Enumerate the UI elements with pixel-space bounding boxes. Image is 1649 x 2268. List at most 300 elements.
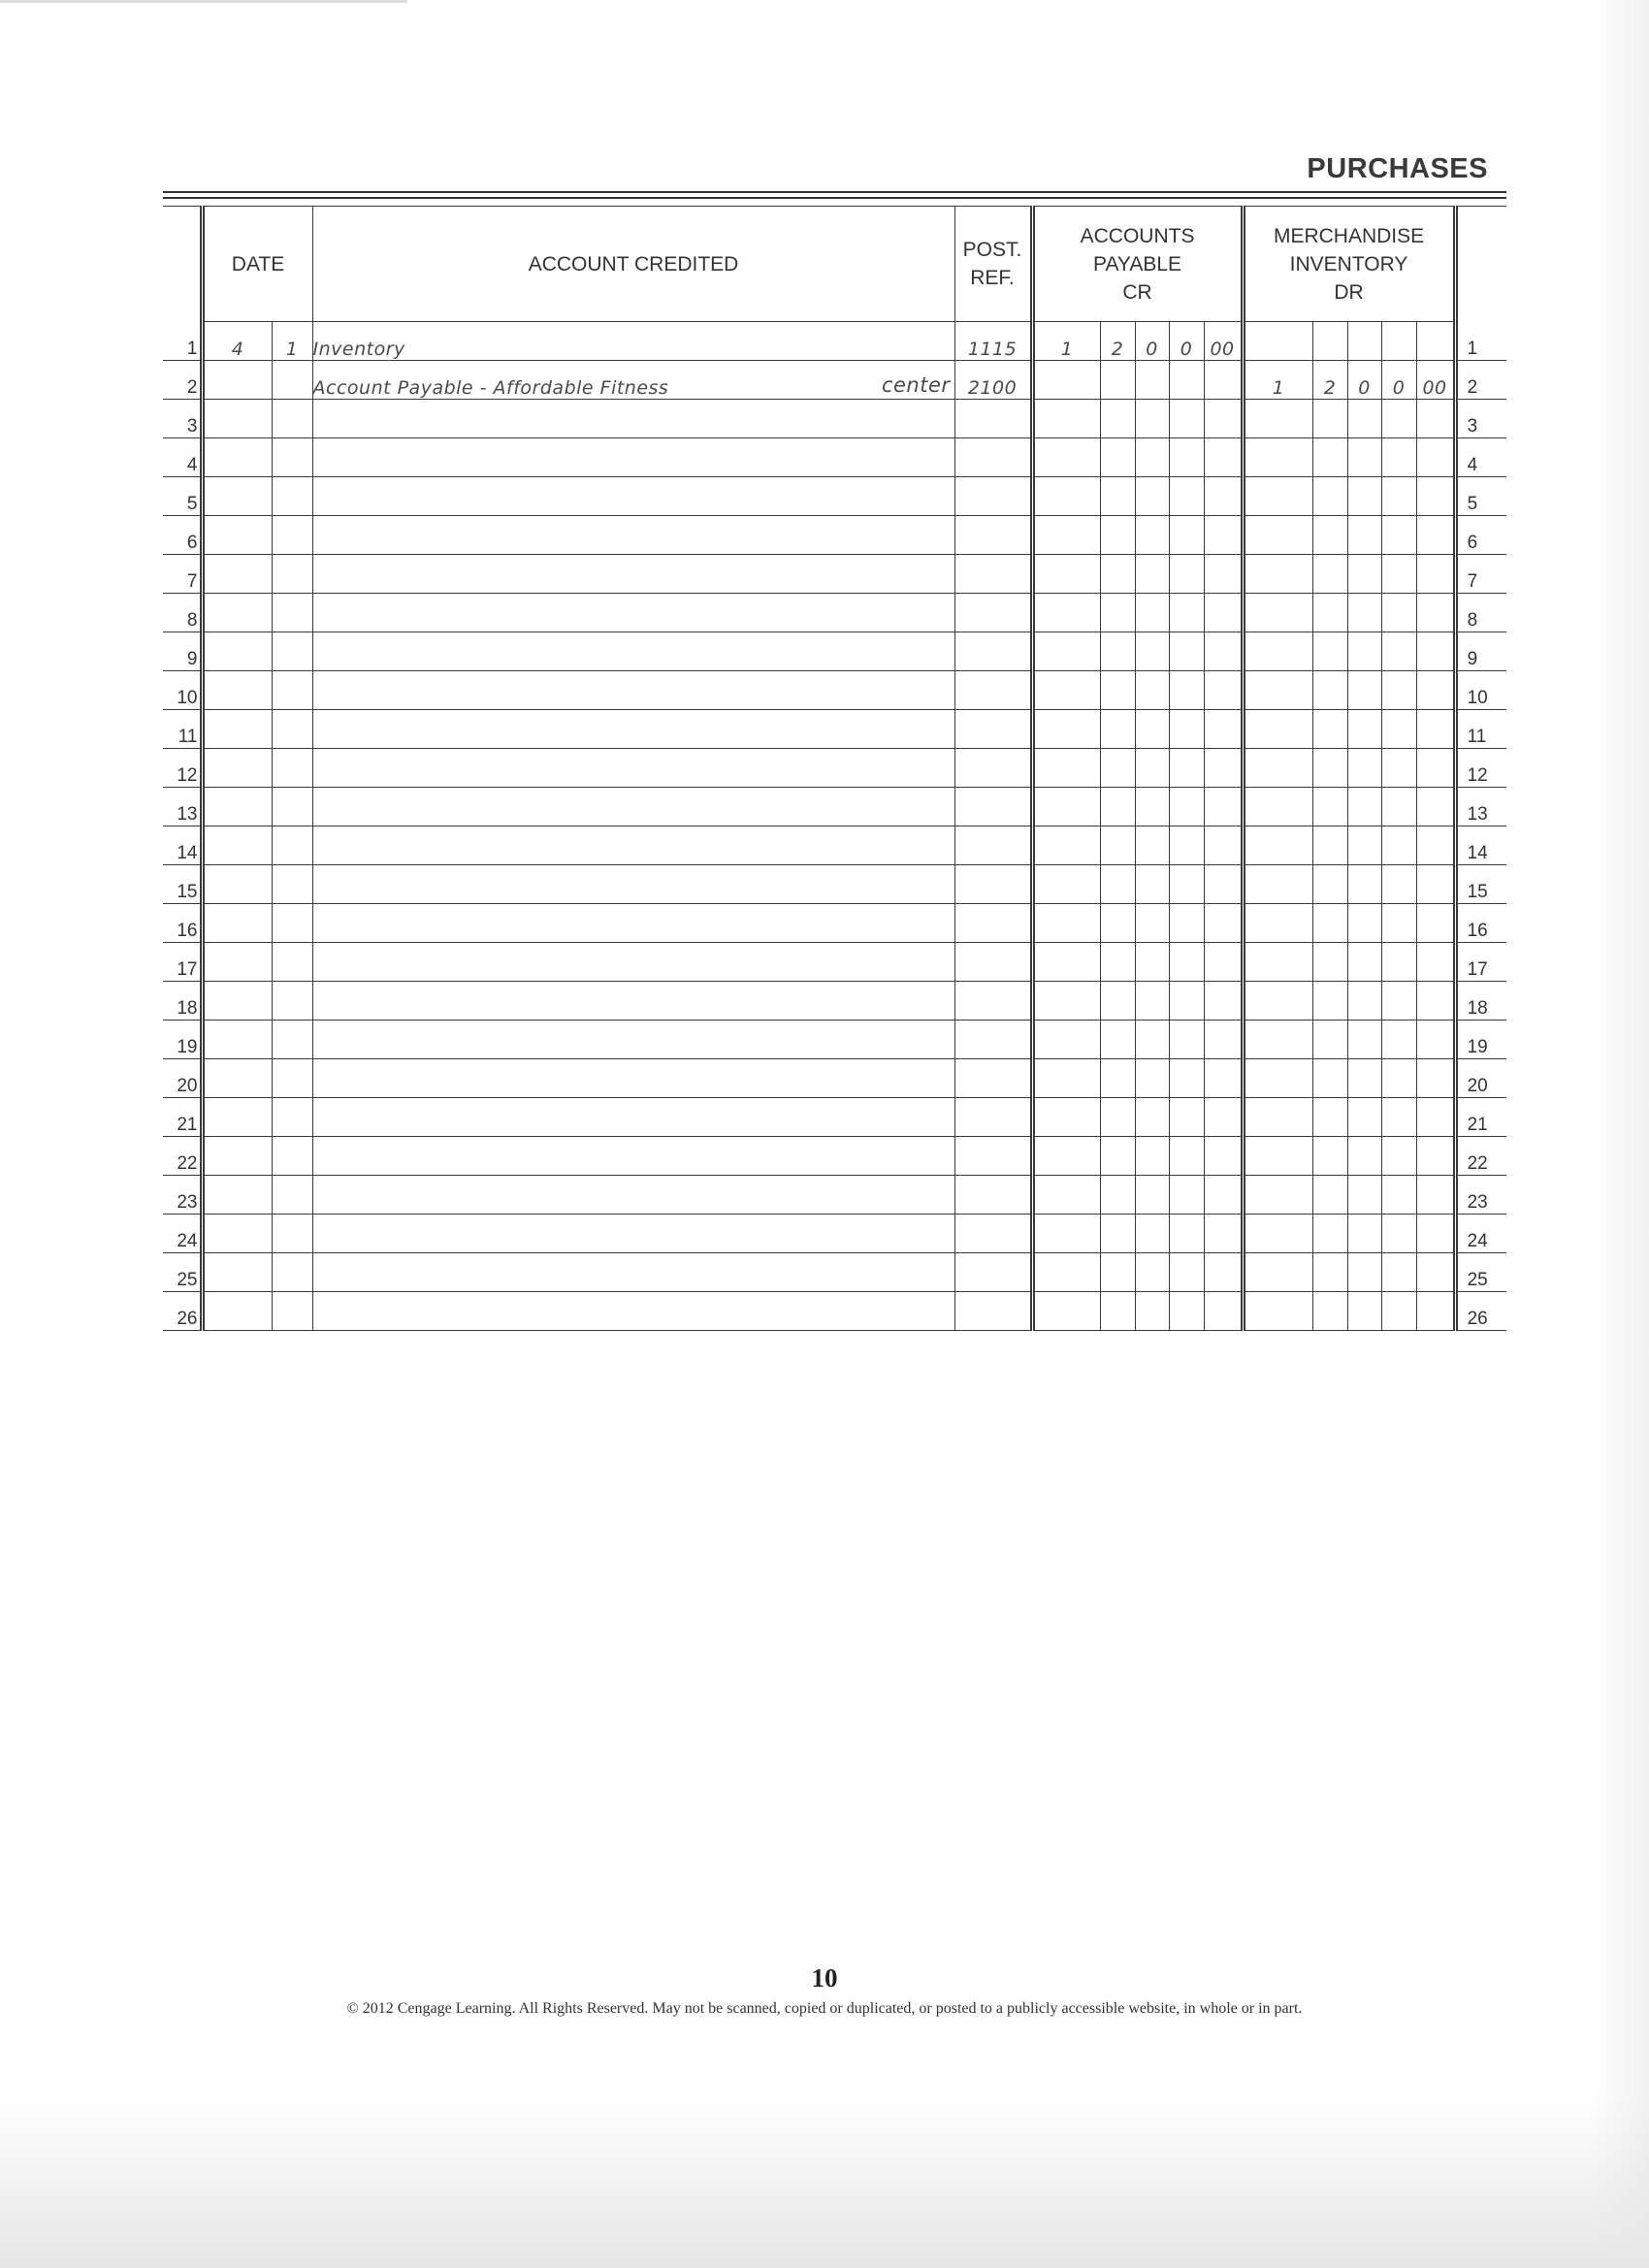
journal-row (163, 904, 1506, 943)
inv-dr-digit-cell: 0 (1347, 361, 1381, 400)
ap-cr-digit-cell: 1 (1032, 322, 1100, 361)
ap-cr-digit-cell (1032, 438, 1100, 477)
inv-dr-digit-cell (1416, 671, 1455, 710)
copyright-notice: © 2012 Cengage Learning. All Rights Reserved. May not be scanned, copied or duplicated, or posted to a publicly accessible website, in whole or in part. (346, 2000, 1303, 2017)
ap-cr-digit-cell (1100, 1098, 1135, 1137)
account-credited-cell (312, 361, 954, 400)
inv-dr-digit-cell (1243, 400, 1312, 438)
ap-cr-digit-cell (1032, 1215, 1100, 1253)
inv-dr-digit-cell: 2 (1312, 361, 1347, 400)
account-credited-cell (312, 1098, 954, 1137)
header-ap-line1: ACCOUNTS (1080, 224, 1195, 247)
line-number-right: 24 (1455, 1215, 1506, 1253)
ap-cr-digit-cell (1135, 1176, 1169, 1215)
inv-dr-digit-cell (1312, 632, 1347, 671)
ap-cr-digit-cell (1135, 361, 1169, 400)
inv-dr-digit-cell (1243, 477, 1312, 516)
date-day-cell (272, 1021, 312, 1059)
journal-row (163, 943, 1506, 982)
inv-dr-digit-cell (1347, 1137, 1381, 1176)
line-number-left: 17 (163, 943, 202, 982)
account-credited-cell (312, 322, 954, 361)
ap-cr-digit-cell (1169, 516, 1204, 555)
ap-cr-digit-cell (1204, 788, 1243, 826)
ap-cr-digit-cell (1204, 710, 1243, 749)
line-number-right: 22 (1455, 1137, 1506, 1176)
ap-cr-digit-cell (1204, 1176, 1243, 1215)
inv-dr-digit-cell (1243, 1021, 1312, 1059)
date-month-cell (202, 671, 272, 710)
account-credited-cell (312, 749, 954, 788)
inv-dr-digit-cell (1416, 1292, 1455, 1331)
inv-dr-digit-cell (1416, 400, 1455, 438)
line-number-left: 15 (163, 865, 202, 904)
account-credited-cell (312, 671, 954, 710)
inv-dr-digit-cell (1347, 594, 1381, 632)
ap-cr-digit-cell (1204, 865, 1243, 904)
inv-dr-digit-cell (1347, 400, 1381, 438)
inv-dr-digit-cell (1347, 943, 1381, 982)
ap-cr-digit-cell (1204, 1059, 1243, 1098)
ap-cr-digit-cell (1032, 1292, 1100, 1331)
journal-row (163, 826, 1506, 865)
date-month-cell (202, 982, 272, 1021)
inv-dr-digit-cell (1381, 1021, 1416, 1059)
date-day-cell (272, 865, 312, 904)
ap-cr-digit-cell (1135, 749, 1169, 788)
ap-cr-digit-cell (1169, 1059, 1204, 1098)
ap-cr-digit-cell (1100, 516, 1135, 555)
post-ref-cell (954, 943, 1032, 982)
ap-cr-digit-cell (1135, 982, 1169, 1021)
post-ref-cell (954, 826, 1032, 865)
line-number-left: 21 (163, 1098, 202, 1137)
date-day-cell (272, 400, 312, 438)
line-number-right: 21 (1455, 1098, 1506, 1137)
ap-cr-digit-cell (1032, 865, 1100, 904)
inv-dr-digit-cell (1347, 671, 1381, 710)
inv-dr-digit-cell (1416, 477, 1455, 516)
inv-dr-digit-cell (1381, 1137, 1416, 1176)
ap-cr-digit-cell (1032, 710, 1100, 749)
ap-cr-digit-cell (1100, 594, 1135, 632)
scan-bottom-shadow (0, 2093, 1649, 2268)
date-month-cell (202, 1176, 272, 1215)
line-number-left: 26 (163, 1292, 202, 1331)
inv-dr-digit-cell (1347, 1176, 1381, 1215)
account-credited-cell (312, 904, 954, 943)
ap-cr-digit-cell (1032, 1176, 1100, 1215)
ap-cr-digit-cell (1204, 749, 1243, 788)
inv-dr-digit-cell (1312, 671, 1347, 710)
ap-cr-digit-cell (1135, 1137, 1169, 1176)
line-number-right: 15 (1455, 865, 1506, 904)
ap-cr-digit-cell (1135, 555, 1169, 594)
ap-cr-digit-cell (1032, 555, 1100, 594)
date-day-cell (272, 632, 312, 671)
post-ref-cell (954, 516, 1032, 555)
line-number-right: 23 (1455, 1176, 1506, 1215)
ap-cr-digit-cell (1204, 904, 1243, 943)
date-month-cell: 4 (202, 322, 272, 361)
ap-cr-digit-cell (1032, 943, 1100, 982)
ap-cr-digit-cell (1169, 826, 1204, 865)
account-credited-cell (312, 1253, 954, 1292)
post-ref-cell (954, 1021, 1032, 1059)
date-month-cell (202, 400, 272, 438)
inv-dr-digit-cell (1312, 555, 1347, 594)
journal-row (163, 632, 1506, 671)
ap-cr-digit-cell (1204, 826, 1243, 865)
ap-cr-digit-cell (1135, 671, 1169, 710)
inv-dr-digit-cell (1312, 865, 1347, 904)
inv-dr-digit-cell (1381, 826, 1416, 865)
line-number-left: 6 (163, 516, 202, 555)
line-number-right: 3 (1455, 400, 1506, 438)
account-credited-cell (312, 788, 954, 826)
inv-dr-digit-cell (1243, 555, 1312, 594)
ap-cr-digit-cell (1135, 865, 1169, 904)
ap-cr-digit-cell (1169, 594, 1204, 632)
line-number-left: 5 (163, 477, 202, 516)
line-number-right: 18 (1455, 982, 1506, 1021)
ap-cr-digit-cell (1100, 438, 1135, 477)
inv-dr-digit-cell (1416, 982, 1455, 1021)
journal-title: PURCHASES (1307, 153, 1488, 184)
inv-dr-digit-cell (1347, 1253, 1381, 1292)
post-ref-cell: 2100 (954, 361, 1032, 400)
ap-cr-digit-cell (1169, 1253, 1204, 1292)
line-number-left: 25 (163, 1253, 202, 1292)
date-day-cell (272, 1253, 312, 1292)
inv-dr-digit-cell (1312, 516, 1347, 555)
line-number-right: 5 (1455, 477, 1506, 516)
ap-cr-digit-cell (1169, 982, 1204, 1021)
inv-dr-digit-cell (1347, 1292, 1381, 1331)
inv-dr-digit-cell (1312, 1292, 1347, 1331)
ap-cr-digit-cell (1032, 361, 1100, 400)
date-day-cell (272, 477, 312, 516)
account-credited-cell (312, 943, 954, 982)
date-day-cell (272, 555, 312, 594)
ap-cr-digit-cell (1169, 1137, 1204, 1176)
journal-row (163, 749, 1506, 788)
line-number-right: 13 (1455, 788, 1506, 826)
ap-cr-digit-cell (1135, 594, 1169, 632)
inv-dr-digit-cell (1243, 1292, 1312, 1331)
inv-dr-digit-cell (1243, 904, 1312, 943)
header-merchandise-inventory-dr (1243, 207, 1455, 322)
ap-cr-digit-cell (1100, 671, 1135, 710)
journal-row (163, 1059, 1506, 1098)
ap-cr-digit-cell (1100, 1253, 1135, 1292)
page-edge-shadow (1591, 0, 1649, 2268)
ap-cr-digit-cell (1204, 1292, 1243, 1331)
inv-dr-digit-cell (1416, 865, 1455, 904)
ap-cr-digit-cell (1169, 438, 1204, 477)
journal-row (163, 361, 1506, 400)
ap-cr-digit-cell (1169, 555, 1204, 594)
inv-dr-digit-cell (1243, 516, 1312, 555)
journal-row (163, 1021, 1506, 1059)
account-credited-cell (312, 710, 954, 749)
line-number-right: 25 (1455, 1253, 1506, 1292)
inv-dr-digit-cell (1347, 555, 1381, 594)
ap-cr-digit-cell (1169, 1215, 1204, 1253)
line-number-left: 18 (163, 982, 202, 1021)
account-credited-cell (312, 1137, 954, 1176)
date-day-cell (272, 826, 312, 865)
ap-cr-digit-cell (1135, 1253, 1169, 1292)
inv-dr-digit-cell (1243, 982, 1312, 1021)
ap-cr-digit-cell (1169, 749, 1204, 788)
account-credited-cell (312, 438, 954, 477)
page-number: 10 (811, 1963, 838, 1993)
inv-dr-digit-cell (1312, 749, 1347, 788)
line-number-left: 11 (163, 710, 202, 749)
header-date: DATE (202, 207, 312, 322)
post-ref-cell: 1115 (954, 322, 1032, 361)
header-spacer-right (1455, 207, 1506, 322)
ap-cr-digit-cell (1135, 1021, 1169, 1059)
ap-cr-digit-cell (1204, 1215, 1243, 1253)
ap-cr-digit-cell (1204, 477, 1243, 516)
date-day-cell (272, 438, 312, 477)
date-day-cell (272, 671, 312, 710)
date-month-cell (202, 1021, 272, 1059)
date-month-cell (202, 1253, 272, 1292)
date-day-cell (272, 710, 312, 749)
date-month-cell (202, 1292, 272, 1331)
line-number-right: 17 (1455, 943, 1506, 982)
inv-dr-digit-cell (1381, 1215, 1416, 1253)
inv-dr-digit-cell (1416, 1098, 1455, 1137)
inv-dr-digit-cell (1347, 1059, 1381, 1098)
post-ref-cell (954, 1176, 1032, 1215)
post-ref-cell (954, 594, 1032, 632)
ap-cr-digit-cell (1169, 865, 1204, 904)
ap-cr-digit-cell (1135, 1098, 1169, 1137)
ap-cr-digit-cell (1135, 904, 1169, 943)
line-number-right: 16 (1455, 904, 1506, 943)
ap-cr-digit-cell (1100, 943, 1135, 982)
ap-cr-digit-cell (1032, 1253, 1100, 1292)
line-number-left: 12 (163, 749, 202, 788)
header-post-ref-line2: REF. (970, 267, 1015, 289)
header-rule-bottom (163, 197, 1506, 199)
inv-dr-digit-cell (1312, 1059, 1347, 1098)
inv-dr-digit-cell (1243, 322, 1312, 361)
inv-dr-digit-cell (1381, 477, 1416, 516)
inv-dr-digit-cell (1312, 943, 1347, 982)
post-ref-cell (954, 1253, 1032, 1292)
inv-dr-digit-cell (1381, 904, 1416, 943)
inv-dr-digit-cell (1243, 1098, 1312, 1137)
journal-row (163, 438, 1506, 477)
inv-dr-digit-cell (1312, 826, 1347, 865)
ap-cr-digit-cell (1100, 904, 1135, 943)
ap-cr-digit-cell (1032, 904, 1100, 943)
post-ref-cell (954, 904, 1032, 943)
ap-cr-digit-cell (1204, 632, 1243, 671)
post-ref-cell (954, 788, 1032, 826)
line-number-left: 3 (163, 400, 202, 438)
ap-cr-digit-cell (1100, 826, 1135, 865)
header-post-ref-line1: POST. (962, 239, 1022, 261)
ap-cr-digit-cell (1204, 982, 1243, 1021)
date-day-cell (272, 516, 312, 555)
ap-cr-digit-cell (1204, 438, 1243, 477)
ap-cr-digit-cell (1032, 788, 1100, 826)
ap-cr-digit-cell (1135, 438, 1169, 477)
inv-dr-digit-cell (1381, 788, 1416, 826)
inv-dr-digit-cell: 00 (1416, 361, 1455, 400)
inv-dr-digit-cell (1243, 1137, 1312, 1176)
journal-row (163, 477, 1506, 516)
post-ref-cell (954, 982, 1032, 1021)
line-number-right: 12 (1455, 749, 1506, 788)
line-number-left: 20 (163, 1059, 202, 1098)
ap-cr-digit-cell (1169, 361, 1204, 400)
date-month-cell (202, 749, 272, 788)
post-ref-cell (954, 1059, 1032, 1098)
ap-cr-digit-cell (1032, 516, 1100, 555)
inv-dr-digit-cell (1416, 516, 1455, 555)
inv-dr-digit-cell (1347, 710, 1381, 749)
post-ref-cell (954, 1137, 1032, 1176)
header-spacer-left (163, 207, 202, 322)
date-month-cell (202, 516, 272, 555)
header-inv-line2: INVENTORY (1289, 252, 1408, 275)
ap-cr-digit-cell (1135, 1215, 1169, 1253)
inv-dr-digit-cell (1416, 555, 1455, 594)
ap-cr-digit-cell (1032, 1098, 1100, 1137)
account-credited-cell (312, 516, 954, 555)
inv-dr-digit-cell (1312, 1137, 1347, 1176)
inv-dr-digit-cell (1312, 1176, 1347, 1215)
account-credited-cell (312, 982, 954, 1021)
account-credited-cell (312, 594, 954, 632)
account-credited-cell (312, 400, 954, 438)
line-number-left: 16 (163, 904, 202, 943)
line-number-left: 24 (163, 1215, 202, 1253)
inv-dr-digit-cell (1347, 826, 1381, 865)
journal-row (163, 322, 1506, 361)
inv-dr-digit-cell (1243, 1215, 1312, 1253)
inv-dr-digit-cell (1243, 1253, 1312, 1292)
post-ref-cell (954, 1292, 1032, 1331)
account-credited-cell (312, 1215, 954, 1253)
ap-cr-digit-cell (1169, 710, 1204, 749)
date-month-cell (202, 710, 272, 749)
inv-dr-digit-cell (1347, 477, 1381, 516)
date-day-cell (272, 1176, 312, 1215)
ap-cr-digit-cell (1204, 1098, 1243, 1137)
ap-cr-digit-cell (1100, 788, 1135, 826)
inv-dr-digit-cell (1312, 710, 1347, 749)
post-ref-cell (954, 555, 1032, 594)
ap-cr-digit-cell (1032, 1137, 1100, 1176)
post-ref-cell (954, 1215, 1032, 1253)
ap-cr-digit-cell (1032, 477, 1100, 516)
post-ref-cell (954, 1098, 1032, 1137)
ap-cr-digit-cell (1169, 1098, 1204, 1137)
line-number-right: 14 (1455, 826, 1506, 865)
ap-cr-digit-cell (1100, 1176, 1135, 1215)
line-number-left: 10 (163, 671, 202, 710)
ap-cr-digit-cell (1100, 1059, 1135, 1098)
journal-row (163, 555, 1506, 594)
date-day-cell (272, 749, 312, 788)
line-number-right: 1 (1455, 322, 1506, 361)
inv-dr-digit-cell (1381, 555, 1416, 594)
journal-row (163, 982, 1506, 1021)
inv-dr-digit-cell (1347, 1021, 1381, 1059)
inv-dr-digit-cell (1312, 322, 1347, 361)
ap-cr-digit-cell (1135, 1292, 1169, 1331)
line-number-left: 19 (163, 1021, 202, 1059)
ap-cr-digit-cell (1135, 710, 1169, 749)
inv-dr-digit-cell (1347, 516, 1381, 555)
post-ref-cell (954, 400, 1032, 438)
date-day-cell: 1 (272, 322, 312, 361)
inv-dr-digit-cell (1312, 1098, 1347, 1137)
ap-cr-digit-cell (1100, 632, 1135, 671)
date-month-cell (202, 1137, 272, 1176)
ap-cr-digit-cell (1204, 671, 1243, 710)
inv-dr-digit-cell (1416, 826, 1455, 865)
ap-cr-digit-cell (1100, 1215, 1135, 1253)
inv-dr-digit-cell (1381, 438, 1416, 477)
ap-cr-digit-cell (1169, 632, 1204, 671)
date-month-cell (202, 788, 272, 826)
journal-row (163, 865, 1506, 904)
ap-cr-digit-cell (1100, 400, 1135, 438)
date-month-cell (202, 904, 272, 943)
inv-dr-digit-cell (1347, 788, 1381, 826)
inv-dr-digit-cell (1243, 671, 1312, 710)
inv-dr-digit-cell (1416, 1021, 1455, 1059)
header-inv-line1: MERCHANDISE (1273, 224, 1425, 247)
ap-cr-digit-cell (1032, 671, 1100, 710)
line-number-right: 7 (1455, 555, 1506, 594)
inv-dr-digit-cell (1381, 1292, 1416, 1331)
inv-dr-digit-cell (1381, 671, 1416, 710)
ap-cr-digit-cell (1204, 361, 1243, 400)
journal-row (163, 1292, 1506, 1331)
account-credited-cell (312, 555, 954, 594)
date-month-cell (202, 1059, 272, 1098)
account-credited-cell (312, 1176, 954, 1215)
ap-cr-digit-cell (1204, 594, 1243, 632)
journal-row (163, 400, 1506, 438)
inv-dr-digit-cell (1243, 943, 1312, 982)
post-ref-cell (954, 632, 1032, 671)
ap-cr-digit-cell (1135, 1059, 1169, 1098)
date-month-cell (202, 826, 272, 865)
ap-cr-digit-cell (1032, 1059, 1100, 1098)
line-number-right: 19 (1455, 1021, 1506, 1059)
inv-dr-digit-cell (1347, 749, 1381, 788)
journal-row (163, 788, 1506, 826)
ap-cr-digit-cell (1100, 477, 1135, 516)
date-day-cell (272, 594, 312, 632)
date-month-cell (202, 632, 272, 671)
line-number-left: 23 (163, 1176, 202, 1215)
inv-dr-digit-cell (1381, 982, 1416, 1021)
journal-row (163, 516, 1506, 555)
ap-cr-digit-cell (1032, 594, 1100, 632)
